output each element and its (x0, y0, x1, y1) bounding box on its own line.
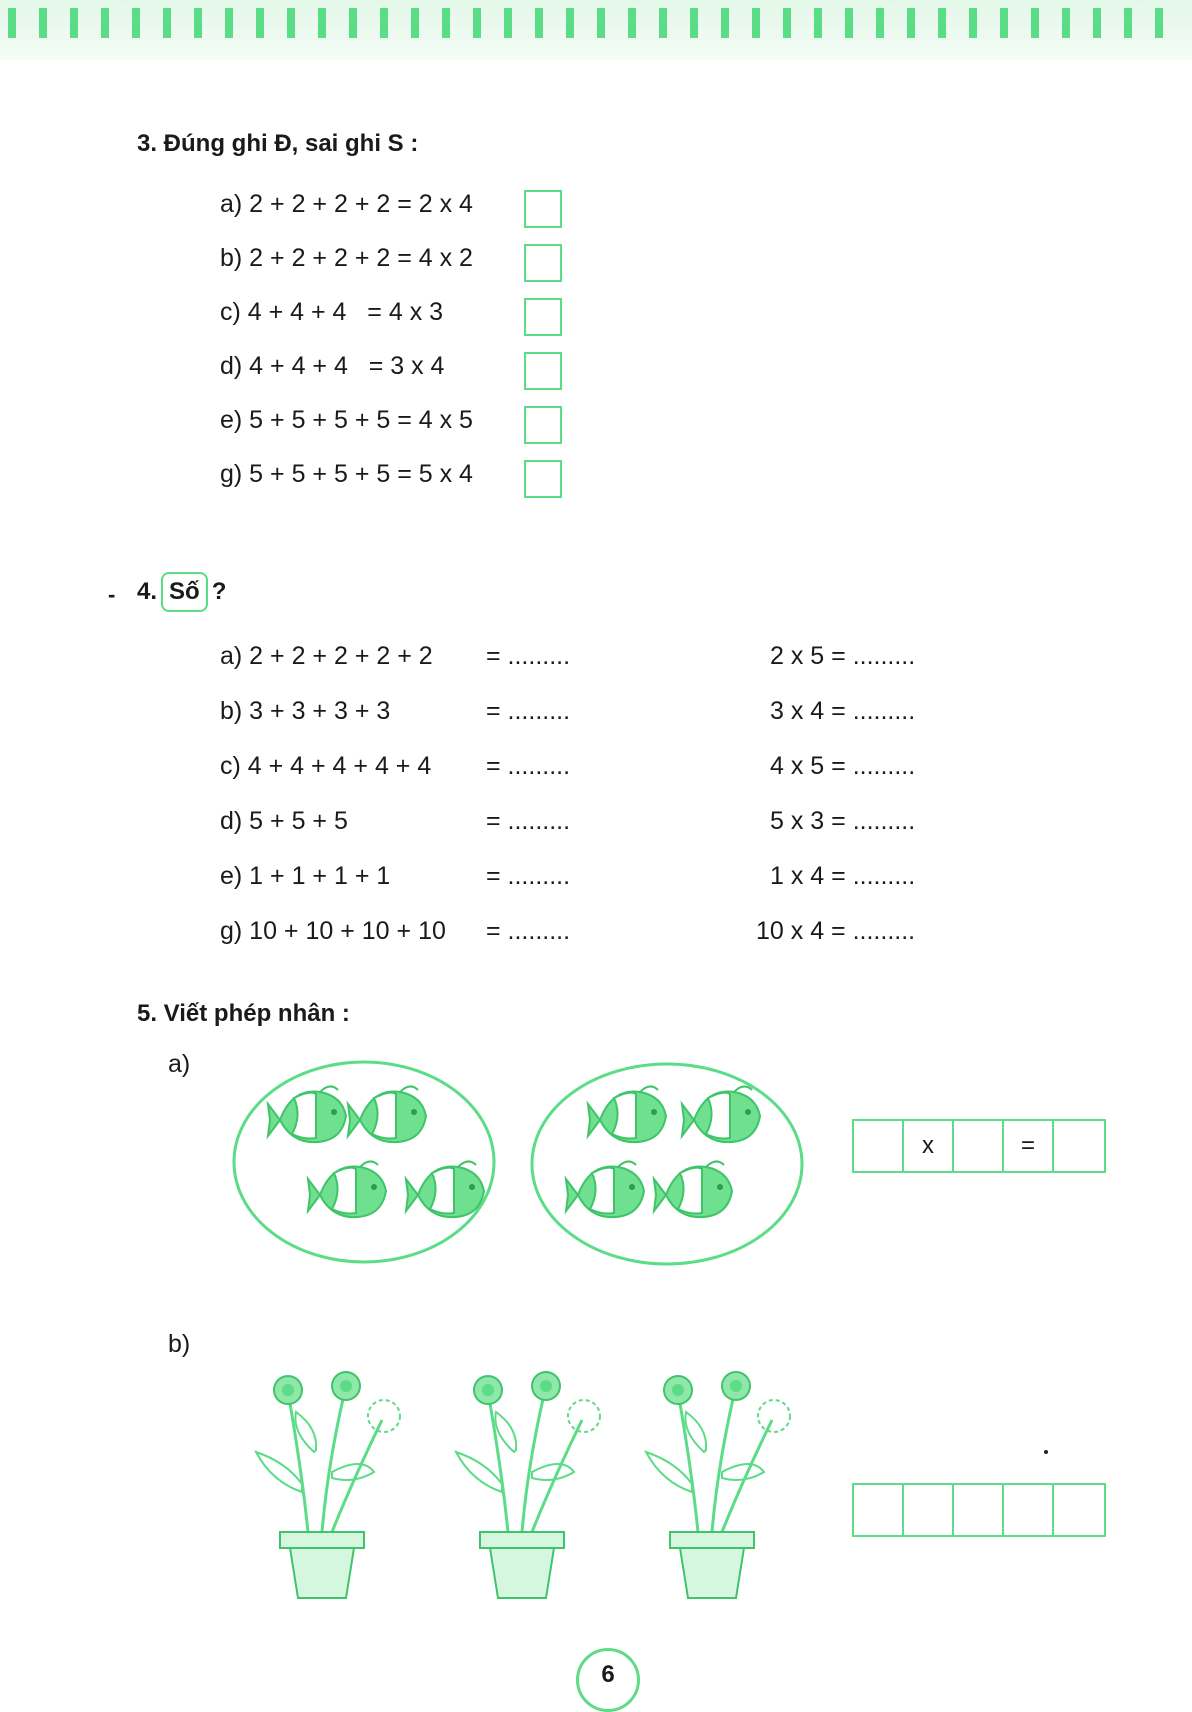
grid-b-cell-4[interactable] (1004, 1485, 1054, 1535)
so-framed-word: Số (161, 572, 208, 612)
flower-pot-3 (646, 1372, 790, 1598)
exercise-4-left-g: g) 10 + 10 + 10 + 10 (220, 917, 446, 945)
flower-pot-2 (456, 1372, 600, 1598)
exercise-4-blank-g[interactable]: = ......... (486, 917, 571, 945)
exercise-4-blank-a[interactable]: = ......... (486, 642, 571, 670)
multiplication-grid-a (852, 1119, 1106, 1173)
exercise-3-item-c: c) 4 + 4 + 4 = 4 x 3 (220, 298, 444, 326)
exercise-5-part-b-label: b) (168, 1330, 191, 1358)
exercise-4-blank-e[interactable]: = ......... (486, 862, 571, 890)
exercise-3-item-d: d) 4 + 4 + 4 = 3 x 4 (220, 352, 445, 380)
exercise-4-right-a[interactable]: 2 x 5 = ......... (770, 642, 916, 670)
exercise-5-title: 5. Viết phép nhân : (137, 1000, 350, 1027)
exercise-4-left-c: c) 4 + 4 + 4 + 4 + 4 (220, 752, 432, 780)
exercise-4-blank-d[interactable]: = ......... (486, 807, 571, 835)
exercise-5-part-a-label: a) (168, 1050, 191, 1078)
grid-a-equals: = (1004, 1121, 1054, 1171)
grid-a-cell-3[interactable] (954, 1121, 1004, 1171)
exercise-4-right-g[interactable]: 10 x 4 = ......... (756, 917, 916, 945)
exercise-3-item-b: b) 2 + 2 + 2 + 2 = 4 x 2 (220, 244, 473, 272)
exercise-4-right-d[interactable]: 5 x 3 = ......... (770, 807, 916, 835)
exercise-3-title: 3. Đúng ghi Đ, sai ghi S : (137, 130, 419, 157)
flower-pot-1 (256, 1372, 400, 1598)
grid-b-cell-3[interactable] (954, 1485, 1004, 1535)
grid-b-cell-2[interactable] (904, 1485, 954, 1535)
exercise-4-left-b: b) 3 + 3 + 3 + 3 (220, 697, 391, 725)
grid-b-cell-1[interactable] (854, 1485, 904, 1535)
exercise-4-blank-c[interactable]: = ......... (486, 752, 571, 780)
exercise-4-right-b[interactable]: 3 x 4 = ......... (770, 697, 916, 725)
exercise-4-left-d: d) 5 + 5 + 5 (220, 807, 348, 835)
exercise-4-right-e[interactable]: 1 x 4 = ......... (770, 862, 916, 890)
exercise-3-item-e: e) 5 + 5 + 5 + 5 = 4 x 5 (220, 406, 473, 434)
exercise-4-question-mark: ? (211, 578, 227, 605)
grid-b-cell-5[interactable] (1054, 1485, 1104, 1535)
exercise-4-number: 4. (137, 578, 158, 605)
exercise-4-left-e: e) 1 + 1 + 1 + 1 (220, 862, 391, 890)
exercise-4-blank-b[interactable]: = ......... (486, 697, 571, 725)
stray-dot (1044, 1450, 1048, 1454)
multiplication-grid-b (852, 1483, 1106, 1537)
grid-a-cell-1[interactable] (854, 1121, 904, 1171)
exercise-4-left-a: a) 2 + 2 + 2 + 2 + 2 (220, 642, 433, 670)
exercise-4-right-c[interactable]: 4 x 5 = ......... (770, 752, 916, 780)
grid-a-cell-5[interactable] (1054, 1121, 1104, 1171)
margin-dash: - (108, 582, 116, 607)
exercise-3-item-a: a) 2 + 2 + 2 + 2 = 2 x 4 (220, 190, 473, 218)
grid-a-times: x (904, 1121, 954, 1171)
page-number: 6 (576, 1648, 640, 1712)
exercise-3-item-g: g) 5 + 5 + 5 + 5 = 5 x 4 (220, 460, 473, 488)
